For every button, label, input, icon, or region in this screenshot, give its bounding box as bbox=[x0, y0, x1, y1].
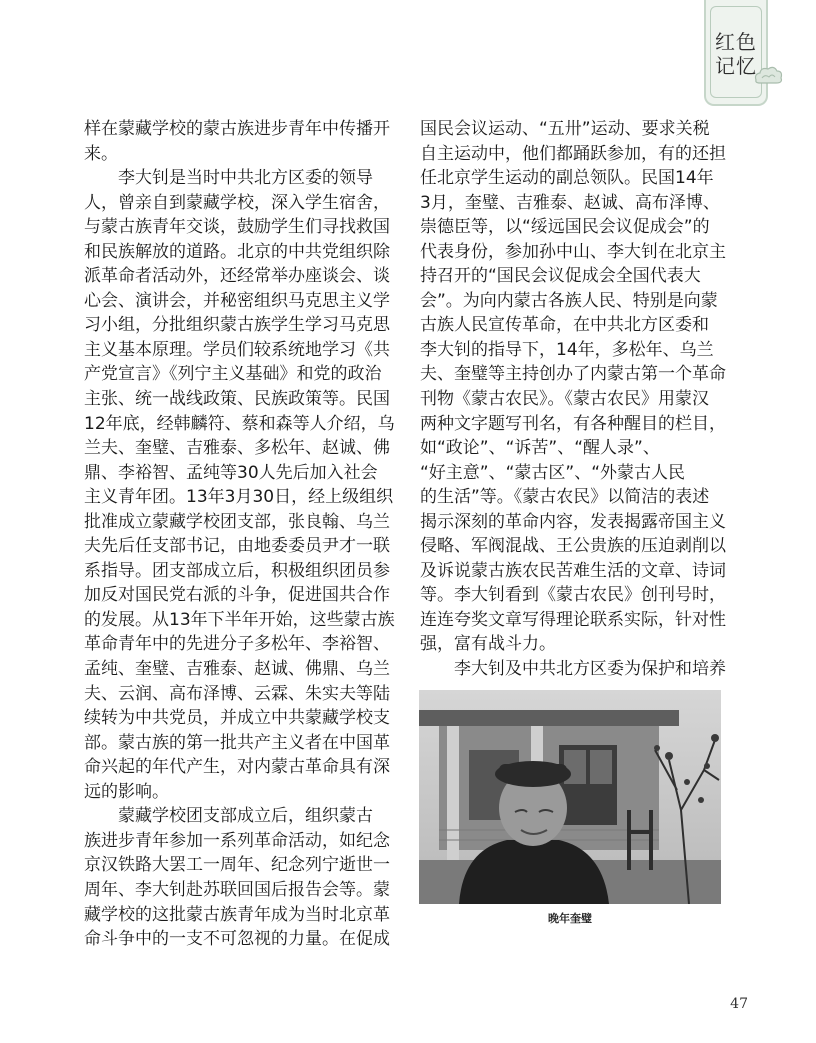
text-line: 部。蒙古族的第一批共产主义者在中国革 bbox=[84, 732, 390, 753]
text-line: 夫、奎璧等主持创办了内蒙古第一个革命 bbox=[420, 364, 726, 385]
text-line: 批准成立蒙藏学校团支部，张良翰、乌兰 bbox=[84, 511, 390, 532]
section-badge bbox=[704, 0, 768, 106]
text-line: 孟纯、奎璧、吉雅泰、赵诚、佛鼎、乌兰 bbox=[84, 659, 390, 680]
text-line: 续转为中共党员，并成立中共蒙藏学校支 bbox=[84, 708, 390, 729]
text-line: 远的影响。 bbox=[84, 781, 169, 802]
cloud-ornament-icon bbox=[752, 64, 784, 86]
page-number: 47 bbox=[730, 996, 748, 1012]
right-text-column bbox=[420, 117, 732, 682]
text-line: 系指导。团支部成立后，积极组织团员参 bbox=[84, 560, 390, 581]
text-line: 李大钊是当时中共北方区委的领导 bbox=[118, 168, 373, 189]
text-line: 夫、云润、高布泽博、云霖、朱实夫等陆 bbox=[84, 683, 390, 704]
text-line: 加反对国民党右派的斗争，促进国共合作 bbox=[84, 585, 390, 606]
section-title-line-1: 红色 bbox=[715, 30, 757, 54]
text-line: 国民会议运动、“五卅”运动、要求关税 bbox=[420, 119, 710, 139]
text-line: 心会、演讲会，并秘密组织马克思主义学 bbox=[84, 290, 390, 311]
text-line: 会”。为向内蒙古各族人民、特别是向蒙 bbox=[420, 290, 718, 311]
text-line: 侵略、军阀混战、王公贵族的压迫剥削以 bbox=[420, 536, 726, 557]
text-line: 派革命者活动外，还经常举办座谈会、谈 bbox=[84, 266, 390, 287]
text-line: 的发展。从13年下半年开始，这些蒙古族 bbox=[84, 609, 395, 630]
text-line: 命斗争中的一支不可忽视的力量。在促成 bbox=[84, 929, 390, 950]
text-line: 代表身份，参加孙中山、李大钊在北京主 bbox=[420, 241, 726, 262]
text-line: 人，曾亲自到蒙藏学校，深入学生宿舍， bbox=[84, 192, 390, 213]
portrait-photo bbox=[419, 690, 721, 904]
photo-caption: 晚年奎璧 bbox=[548, 912, 592, 925]
text-line: 及诉说蒙古族农民苦难生活的文章、诗词 bbox=[420, 560, 726, 581]
text-line: 强，富有战斗力。 bbox=[420, 634, 556, 655]
text-line: 崇德臣等，以“绥远国民会议促成会”的 bbox=[420, 217, 710, 238]
section-title-line-2: 记忆 bbox=[715, 54, 757, 78]
text-line: 等。李大钊看到《蒙古农民》创刊号时， bbox=[420, 585, 726, 606]
text-line: 主义基本原理。学员们较系统地学习《共 bbox=[84, 339, 390, 360]
text-line: 样在蒙藏学校的蒙古族进步青年中传播开 bbox=[84, 119, 390, 139]
text-line: 持召开的“国民会议促成会全国代表大 bbox=[420, 266, 701, 287]
text-line: 命兴起的年代产生，对内蒙古革命具有深 bbox=[84, 757, 390, 778]
text-line: 和民族解放的道路。北京的中共党组织除 bbox=[84, 241, 390, 262]
text-line: 产党宣言》《列宁主义基础》和党的政治 bbox=[84, 364, 382, 385]
text-line: 古族人民宣传革命，在中共北方区委和 bbox=[420, 315, 709, 336]
text-line: 周年、李大钊赴苏联回国后报告会等。蒙 bbox=[84, 879, 390, 900]
text-line: 自主运动中，他们都踊跃参加，有的还担 bbox=[420, 143, 726, 164]
text-line: 如“政论”、“诉苦”、“醒人录”、 bbox=[420, 438, 660, 459]
text-line: 来。 bbox=[84, 143, 118, 164]
text-line: 与蒙古族青年交谈，鼓励学生们寻找救国 bbox=[84, 217, 390, 238]
text-line: 揭示深刻的革命内容，发表揭露帝国主义 bbox=[420, 511, 726, 532]
text-line: 3月，奎璧、吉雅泰、赵诚、高布泽博、 bbox=[420, 192, 720, 213]
portrait-photo-image bbox=[419, 690, 721, 904]
text-line: 藏学校的这批蒙古族青年成为当时北京革 bbox=[84, 904, 390, 925]
text-line: 鼎、李裕智、孟纯等30人先后加入社会 bbox=[84, 462, 378, 483]
text-line: 两种文字题写刊名，有各种醒目的栏目， bbox=[420, 413, 726, 434]
text-line: 主张、统一战线政策、民族政策等。民国 bbox=[84, 389, 390, 410]
text-line: 兰夫、奎璧、吉雅泰、多松年、赵诚、佛 bbox=[84, 438, 390, 459]
text-line: 主义青年团。13年3月30日，经上级组织 bbox=[84, 487, 394, 508]
left-text-column bbox=[84, 117, 396, 952]
text-line: 任北京学生运动的副总领队。民国14年 bbox=[420, 168, 714, 189]
text-line: 刊物《蒙古农民》。《蒙古农民》用蒙汉 bbox=[420, 389, 709, 410]
text-line: 夫先后任支部书记，由地委委员尹才一联 bbox=[84, 536, 390, 557]
text-line: 李大钊的指导下，14年，多松年、乌兰 bbox=[420, 339, 714, 360]
text-line: 族进步青年参加一系列革命活动，如纪念 bbox=[84, 830, 390, 851]
text-line: 李大钊及中共北方区委为保护和培养 bbox=[454, 659, 726, 680]
text-line: 习小组，分批组织蒙古族学生学习马克思 bbox=[84, 315, 390, 336]
text-line: 蒙藏学校团支部成立后，组织蒙古 bbox=[118, 806, 373, 827]
text-line: 连连夸奖文章写得理论联系实际，针对性 bbox=[420, 609, 726, 630]
text-line: 的生活”等。《蒙古农民》以简洁的表述 bbox=[420, 487, 710, 508]
text-line: 12年底，经韩麟符、蔡和森等人介绍，乌 bbox=[84, 413, 395, 434]
text-line: “好主意”、“蒙古区”、“外蒙古人民 bbox=[420, 462, 686, 483]
text-line: 革命青年中的先进分子多松年、李裕智、 bbox=[84, 634, 390, 655]
text-line: 京汉铁路大罢工一周年、纪念列宁逝世一 bbox=[84, 855, 390, 876]
